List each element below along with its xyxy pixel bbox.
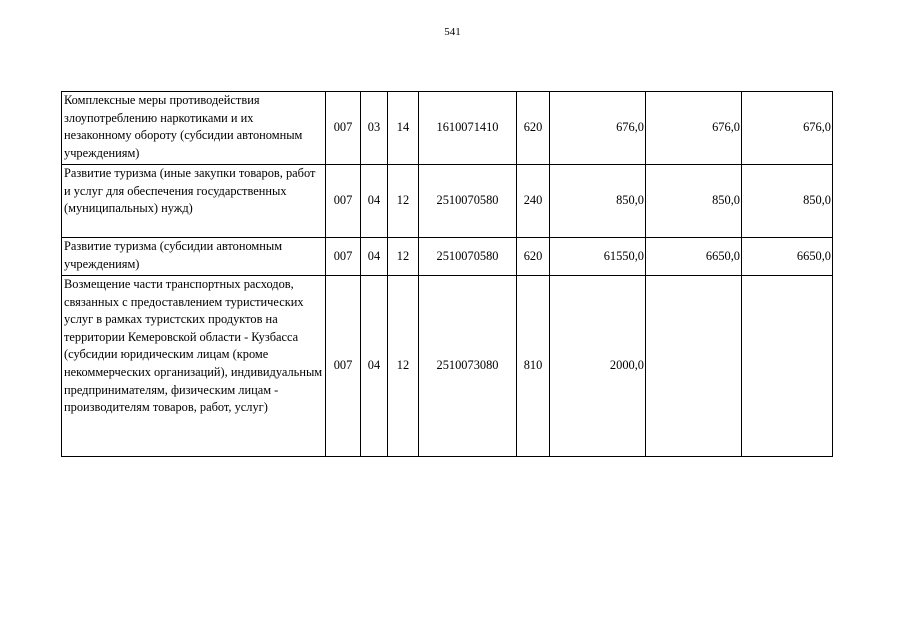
row-name: Развитие туризма (иные закупки товаров, работ и услуг для обеспечения государственных (муниципальных) нужд) (62, 165, 326, 238)
row-sum-1: 676,0 (550, 92, 646, 165)
row-sum-3: 676,0 (742, 92, 833, 165)
row-sum-1: 2000,0 (550, 276, 646, 457)
row-csr: 1610071410 (419, 92, 517, 165)
row-sum-3 (742, 276, 833, 457)
row-name: Возмещение части транспортных расходов, связанных с предоставлением туристических услуг в рамках туристских продуктов на территории Кемеровской области - Кузбасса (субсидии юридическим лицам (кроме некоммерческих организаций), индивидуальным предпринимателям, физическим лицам - производителям товаров, работ, услуг) (62, 276, 326, 457)
row-rz: 04 (361, 165, 388, 238)
row-sum-1: 850,0 (550, 165, 646, 238)
row-csr: 2510070580 (419, 165, 517, 238)
row-ved: 007 (326, 92, 361, 165)
row-vr: 810 (517, 276, 550, 457)
page-number: 541 (444, 26, 461, 38)
row-sum-3: 850,0 (742, 165, 833, 238)
row-sum-3: 6650,0 (742, 238, 833, 276)
row-name: Развитие туризма (субсидии автономным учреждениям) (62, 238, 326, 276)
row-sum-1: 61550,0 (550, 238, 646, 276)
row-vr: 240 (517, 165, 550, 238)
row-rz: 04 (361, 276, 388, 457)
row-ved: 007 (326, 238, 361, 276)
table-row (62, 165, 833, 238)
row-pr: 14 (388, 92, 419, 165)
row-sum-2: 850,0 (646, 165, 742, 238)
row-ved: 007 (326, 165, 361, 238)
row-name: Комплексные меры противодействия злоупотреблению наркотиками и их незаконному обороту (субсидии автономным учреждениям) (62, 92, 326, 165)
table-row (62, 92, 833, 165)
row-rz: 04 (361, 238, 388, 276)
budget-table (61, 91, 833, 457)
row-pr: 12 (388, 165, 419, 238)
row-pr: 12 (388, 238, 419, 276)
table-row (62, 276, 833, 457)
row-vr: 620 (517, 238, 550, 276)
row-sum-2: 676,0 (646, 92, 742, 165)
row-sum-2: 6650,0 (646, 238, 742, 276)
row-csr: 2510070580 (419, 238, 517, 276)
row-ved: 007 (326, 276, 361, 457)
row-csr: 2510073080 (419, 276, 517, 457)
row-vr: 620 (517, 92, 550, 165)
row-rz: 03 (361, 92, 388, 165)
table-row (62, 238, 833, 276)
row-sum-2 (646, 276, 742, 457)
row-pr: 12 (388, 276, 419, 457)
